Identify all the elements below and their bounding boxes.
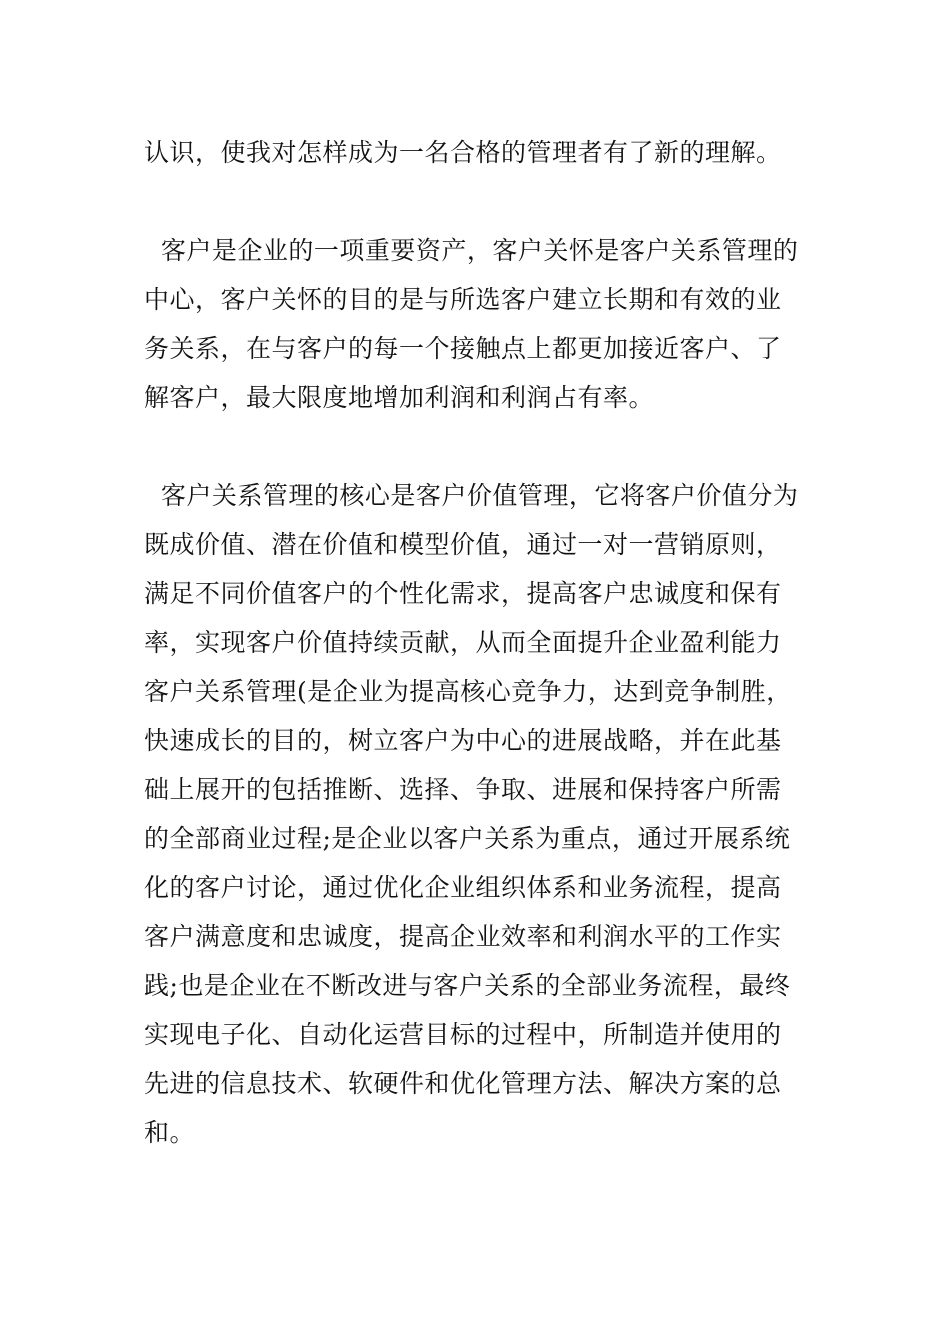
- text-line: 客户是企业的一项重要资产，客户关怀是客户关系管理的: [144, 236, 799, 265]
- text-line: 实现电子化、自动化运营目标的过程中，所制造并使用的: [144, 1020, 782, 1049]
- text-line: 既成价值、潜在价值和模型价值，通过一对一营销原则，: [144, 530, 782, 559]
- text-line: 践;也是企业在不断改进与客户关系的全部业务流程，最终: [144, 971, 791, 1000]
- text-line: 中心，客户关怀的目的是与所选客户建立长期和有效的业: [144, 285, 782, 314]
- paragraph-1: [144, 128, 782, 177]
- text-line: 客户关系管理的核心是客户价值管理，它将客户价值分为: [144, 481, 799, 510]
- text-line: 的全部商业过程;是企业以客户关系为重点，通过开展系统: [144, 824, 791, 853]
- text-line: 解客户，最大限度地增加利润和利润占有率。: [144, 383, 655, 412]
- text-line: 化的客户讨论，通过优化企业组织体系和业务流程，提高: [144, 873, 782, 902]
- text-line: 认识，使我对怎样成为一名合格的管理者有了新的理解。: [144, 138, 782, 167]
- text-line: 客户关系管理(是企业为提高核心竞争力，达到竞争制胜，: [144, 677, 792, 706]
- paragraph-3: [144, 471, 798, 1157]
- text-line: 率，实现客户价值持续贡献，从而全面提升企业盈利能力: [144, 628, 782, 657]
- text-line: 客户满意度和忠诚度，提高企业效率和利润水平的工作实: [144, 922, 782, 951]
- text-line: 础上展开的包括推断、选择、争取、进展和保持客户所需: [144, 775, 782, 804]
- text-line: 先进的信息技术、软硬件和优化管理方法、解决方案的总: [144, 1069, 782, 1098]
- text-line: 和。: [144, 1118, 196, 1147]
- text-line: 满足不同价值客户的个性化需求，提高客户忠诚度和保有: [144, 579, 782, 608]
- text-line: 快速成长的目的，树立客户为中心的进展战略，并在此基: [144, 726, 782, 755]
- paragraph-2: [144, 226, 798, 422]
- text-line: 务关系，在与客户的每一个接触点上都更加接近客户、了: [144, 334, 782, 363]
